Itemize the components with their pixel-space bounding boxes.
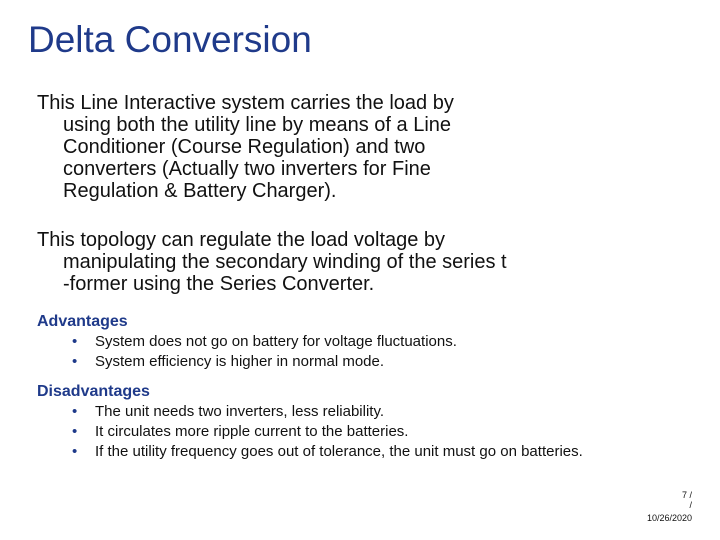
advantages-item-text: System does not go on battery for voltage fluctuations. xyxy=(95,333,457,350)
disadvantages-item xyxy=(70,442,610,462)
bullet-icon: • xyxy=(72,443,78,460)
slide-number: 7 / / xyxy=(681,490,692,510)
advantages-heading: Advantages xyxy=(37,313,128,330)
advantages-item-text: System efficiency is higher in normal mode. xyxy=(95,353,385,370)
slide-date: 10/26/2020 xyxy=(646,513,692,523)
bullet-icon: • xyxy=(72,353,78,370)
body-paragraph-line-interactive: This Line Interactive system carries the load by using both the utility line by means of a Line Conditioner (Course Regulation) and two converters (Actually two inverters for Fine Regulation & Battery Charger). xyxy=(37,92,454,202)
disadvantages-item xyxy=(70,402,610,422)
bullet-icon: • xyxy=(72,333,78,350)
advantages-item xyxy=(70,352,610,372)
disadvantages-item xyxy=(70,422,610,442)
body-paragraph-topology: This topology can regulate the load voltage by manipulating the secondary winding of the series t -former using the Series Converter. xyxy=(37,229,507,295)
bullet-icon: • xyxy=(72,403,78,420)
disadvantages-list xyxy=(70,402,610,462)
bullet-icon: • xyxy=(72,423,78,440)
disadvantages-heading: Disadvantages xyxy=(37,383,150,400)
disadvantages-item-text: It circulates more ripple current to the batteries. xyxy=(95,423,409,440)
slide-title: Delta Conversion xyxy=(28,19,312,60)
disadvantages-item-text: The unit needs two inverters, less reliability. xyxy=(95,403,385,420)
advantages-item xyxy=(70,332,610,352)
advantages-list xyxy=(70,332,610,372)
disadvantages-item-text: If the utility frequency goes out of tolerance, the unit must go on batteries. xyxy=(95,443,583,460)
